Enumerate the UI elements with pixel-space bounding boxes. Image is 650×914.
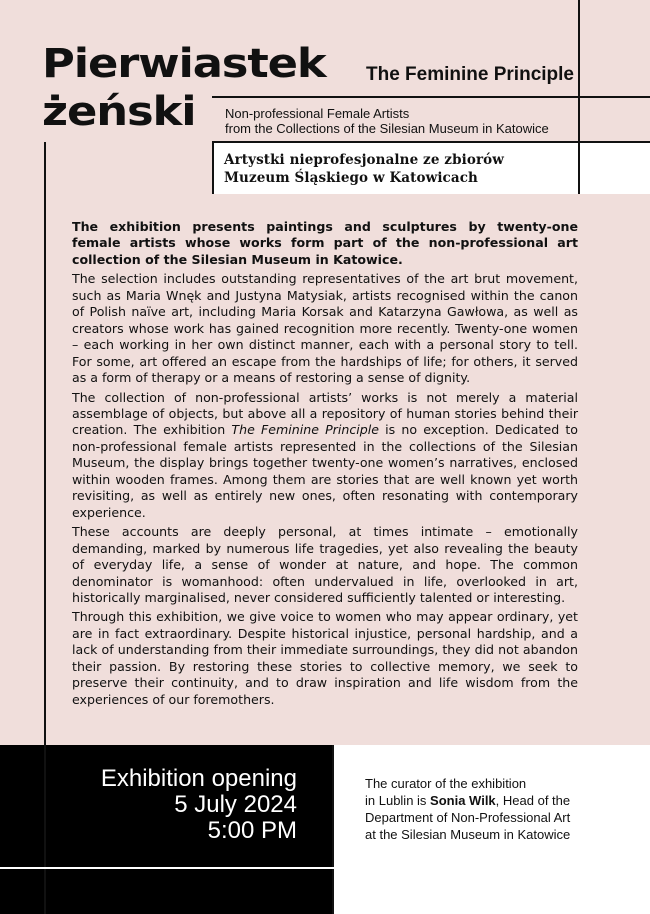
curator-line-1: The curator of the exhibition xyxy=(365,776,527,791)
grid-line-box-top xyxy=(212,141,650,143)
lead-paragraph: The exhibition presents paintings and sculptures by twenty-one female artists whose works form part of the non-professional art collection of the Silesian Museum in Katowice. xyxy=(72,219,578,267)
opening-time: 5:00 PM xyxy=(207,817,297,844)
polish-subtitle-box xyxy=(212,142,650,194)
curator-line-2 xyxy=(365,792,570,809)
curator-line-4: at the Silesian Museum in Katowice xyxy=(365,827,571,842)
curator-info xyxy=(365,775,570,843)
subtitle-english-line-1: Non-professional Female Artists xyxy=(225,106,410,121)
polish-subtitle-line-1: Artystki nieprofesjonalne ze zbiorów xyxy=(224,152,504,168)
opening-info xyxy=(101,766,297,844)
curator-panel xyxy=(333,745,650,914)
exhibition-description xyxy=(72,219,578,711)
paragraph-2-end: is no exception. Dedicated to non-professional female artists represented in the collections of the Silesian Museum, the display brings together twenty-one women’s narratives, enclosed within wooden frames. Among them are stories that are well known yet worth revisiting, as well as entirely new ones, often resonating with contemporary experience. xyxy=(72,422,578,520)
curator-line-2-suffix: , Head of the xyxy=(495,793,571,808)
exhibition-title-italic: The Feminine Principle xyxy=(231,422,380,438)
subtitle-english-line-2: from the Collections of the Silesian Museum in Katowice xyxy=(225,121,549,136)
opening-panel xyxy=(0,745,333,914)
title-english: The Feminine Principle xyxy=(366,64,574,85)
grid-line-top xyxy=(212,96,650,98)
polish-subtitle-line-2: Muzeum Śląskiego w Katowicach xyxy=(224,170,478,186)
grid-line-left xyxy=(44,142,46,914)
paragraph-1: The selection includes outstanding representatives of the art brut movement, such as Maria Wnęk and Justyna Matysiak, artists recognised within the canon of Polish naïve art, including Maria Korsak and Katarzyna Gawłowa, as well as creators whose work has gained recognition more recently. Twenty-one women – each working in her own distinct manner, each with a personal story to tell. For some, art offered an escape from the hardships of life; for others, it served as a form of therapy or a means of restoring a sense of dignity. xyxy=(72,271,578,386)
paragraph-3: These accounts are deeply personal, at times intimate – emotionally demanding, marked by numerous life tragedies, yet also revealing the beauty of everyday life, a sense of wonder at nature, and hope. The common denominator is womanhood: often undervalued in life, overlooked in art, historically marginalised, never considered sufficiently talented or interesting. xyxy=(72,524,578,605)
grid-line-mid xyxy=(212,142,214,194)
grid-line-bottom-mid xyxy=(332,745,334,914)
curator-name: Sonia Wilk xyxy=(430,793,496,808)
subtitle-english xyxy=(225,106,549,136)
opening-date: 5 July 2024 xyxy=(174,791,297,818)
title-polish-line-1: Pierwiastek xyxy=(42,41,326,87)
grid-line-footer xyxy=(0,867,650,869)
paragraph-2-start: The collection of non-professional artists’ works is not merely a material assemblage of objects, but above all a repository of human stories behind their creation. The exhibition xyxy=(72,389,578,438)
paragraph-4: Through this exhibition, we give voice to women who may appear ordinary, yet are in fact extraordinary. Despite historical injustice, personal hardship, and a lack of understanding from their immediate surroundings, they did not abandon their passion. By restoring these stories to collective memory, we seek to preserve their continuity, and to draw inspiration and life wisdom from the experiences of our foremothers. xyxy=(72,609,578,707)
paragraph-2 xyxy=(72,390,578,522)
curator-line-3: Department of Non-Professional Art xyxy=(365,810,571,825)
opening-label: Exhibition opening xyxy=(100,765,297,792)
polish-subtitle xyxy=(224,151,504,187)
title-polish-line-2: żeński xyxy=(42,89,196,135)
curator-line-2-prefix: in Lublin is xyxy=(365,793,431,808)
